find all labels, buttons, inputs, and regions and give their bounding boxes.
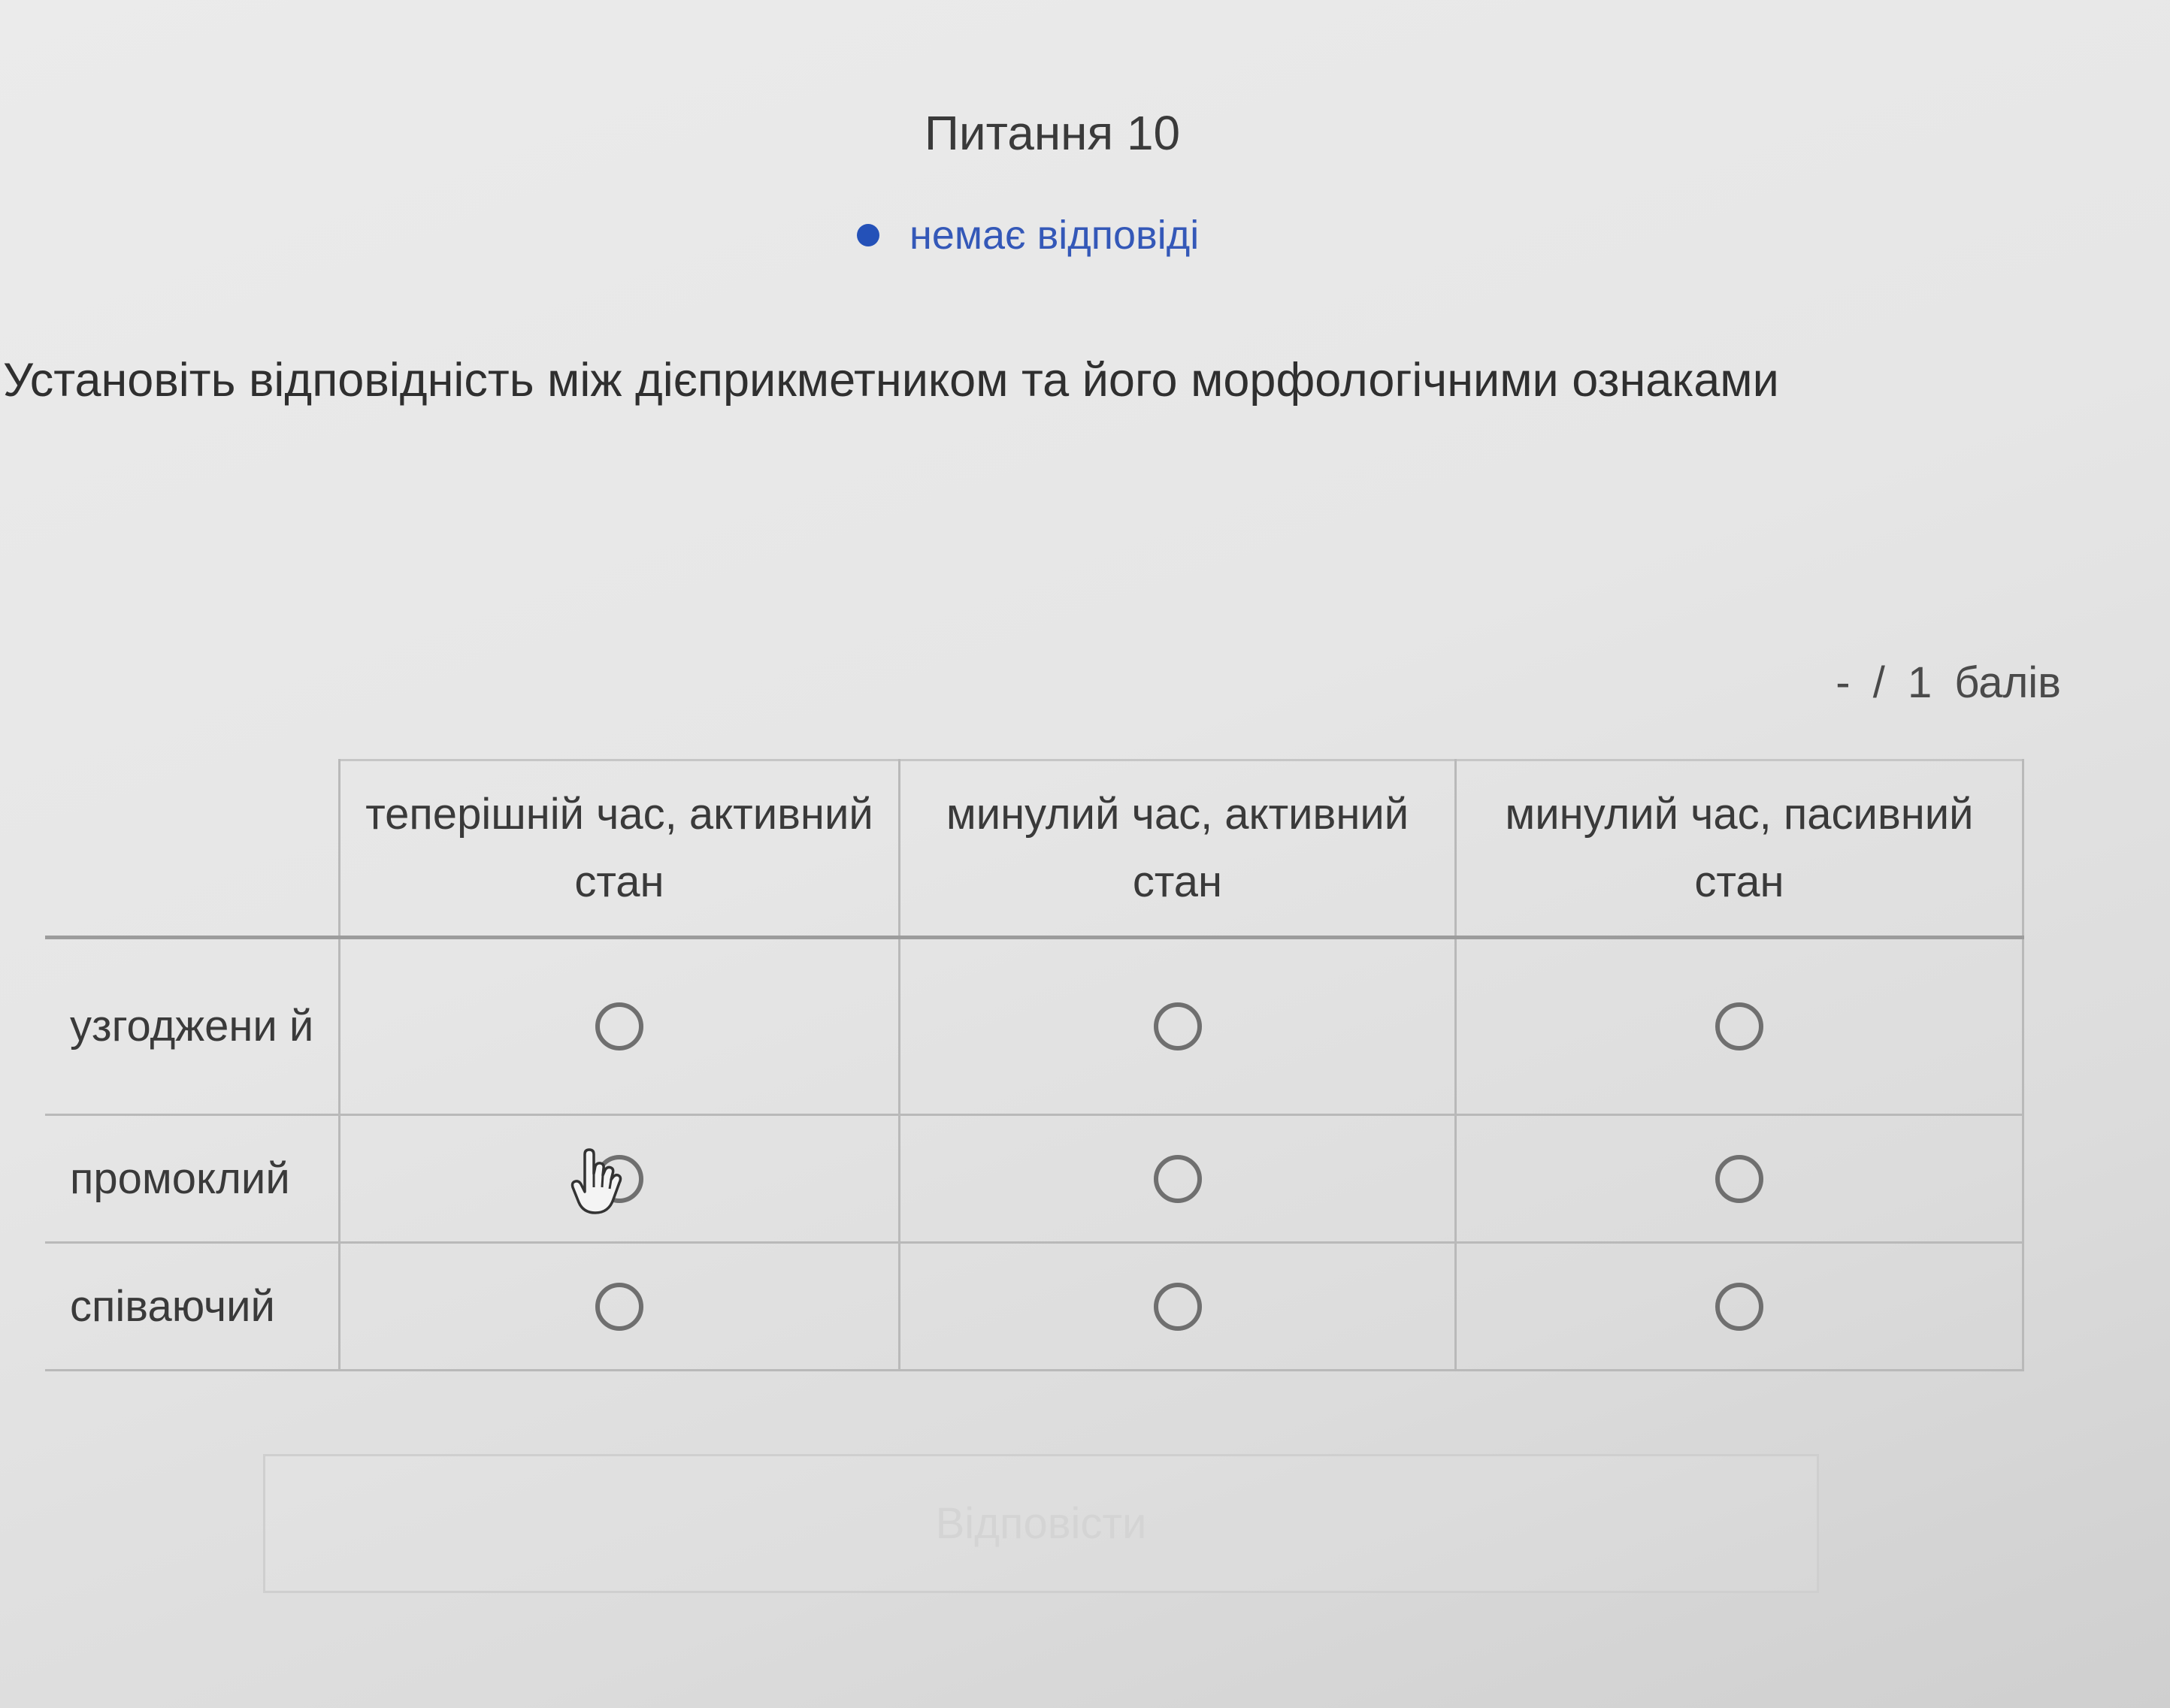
row-label: узгоджени й xyxy=(47,938,340,1115)
score-label: - / 1 балів xyxy=(1836,658,2061,707)
column-header: теперішній час, активний стан xyxy=(340,760,900,938)
row-label: співаючий xyxy=(47,1243,340,1371)
grid-cell xyxy=(1456,938,2023,1115)
grid-cell xyxy=(340,1243,900,1371)
radio-option-r3-c3[interactable] xyxy=(1715,1283,1763,1331)
radio-option-r1-c3[interactable] xyxy=(1715,1002,1763,1050)
hand-pointer-icon xyxy=(570,1148,622,1216)
status-dot-icon xyxy=(857,224,879,246)
row-label: промоклий xyxy=(47,1115,340,1243)
grid-row xyxy=(47,1115,2023,1243)
grid-cell xyxy=(340,938,900,1115)
matching-grid xyxy=(45,759,2024,1371)
answer-status xyxy=(857,212,1199,258)
submit-button[interactable]: Відповісти xyxy=(263,1454,1819,1593)
radio-option-r2-c2[interactable] xyxy=(1154,1155,1202,1203)
radio-option-r3-c1[interactable] xyxy=(595,1283,643,1331)
column-header: минулий час, пасивний стан xyxy=(1456,760,2023,938)
radio-option-r1-c2[interactable] xyxy=(1154,1002,1202,1050)
radio-option-r3-c2[interactable] xyxy=(1154,1283,1202,1331)
grid-cell xyxy=(900,938,1456,1115)
column-header: минулий час, активний стан xyxy=(900,760,1456,938)
grid-row xyxy=(47,1243,2023,1371)
radio-option-r2-c3[interactable] xyxy=(1715,1155,1763,1203)
grid-cell xyxy=(1456,1115,2023,1243)
grid-row xyxy=(47,938,2023,1115)
grid-cell xyxy=(900,1115,1456,1243)
question-text: Установіть відповідність між дієприкметником та його морфологічними ознаками xyxy=(3,354,1779,407)
radio-option-r1-c1[interactable] xyxy=(595,1002,643,1050)
question-title: Питання 10 xyxy=(924,106,1181,160)
status-text: немає відповіді xyxy=(909,213,1200,258)
grid-cell xyxy=(1456,1243,2023,1371)
grid-corner-cell xyxy=(47,760,340,938)
grid-cell xyxy=(900,1243,1456,1371)
grid-header-row xyxy=(47,760,2023,938)
